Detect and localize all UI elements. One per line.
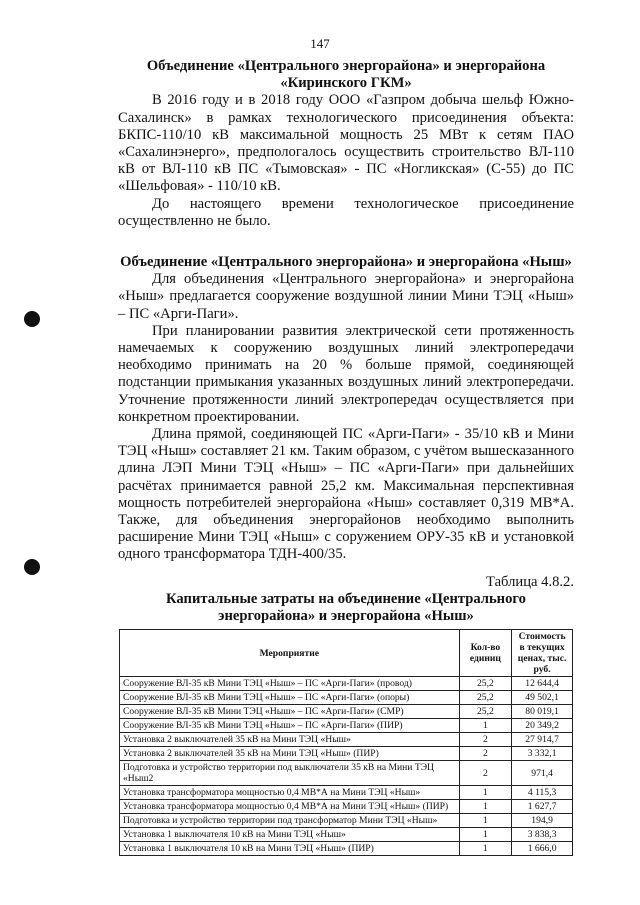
- table-row: [120, 705, 573, 719]
- cost-cell: 971,4: [512, 761, 573, 786]
- paragraph: До настоящего времени технологическое присоединение осуществленно не было.: [118, 195, 574, 229]
- column-header-cost: Стоимость в текущих ценах, тыс. руб.: [512, 630, 573, 677]
- measure-cell: Подготовка и устройство территории под трансформатор Мини ТЭЦ «Ныш»: [120, 814, 460, 828]
- table-row: [120, 828, 573, 842]
- quantity-cell: 1: [459, 800, 512, 814]
- table-row: [120, 719, 573, 733]
- quantity-cell: 1: [459, 719, 512, 733]
- table-row: [120, 786, 573, 800]
- cost-cell: 3 332,1: [512, 747, 573, 761]
- cost-cell: 27 914,7: [512, 733, 573, 747]
- paragraph: При планировании развития электрической сети протяженность намечаемых к сооружению воздушных линий электропередачи необходимо принимать на 20 % больше прямой, соединяющей подстанции примыкания указанных воздушных линий электропередачи. Уточнение протяженности линий электропередач осуществляется при конкретном проектировании.: [118, 322, 574, 425]
- binder-hole: [24, 311, 40, 327]
- page-content: [118, 58, 574, 856]
- capital-costs-table: [119, 629, 573, 856]
- quantity-cell: 1: [459, 828, 512, 842]
- measure-cell: Сооружение ВЛ-35 кВ Мини ТЭЦ «Ныш» – ПС «Арги-Паги» (провод): [120, 677, 460, 691]
- column-header-quantity: Кол-во единиц: [459, 630, 512, 677]
- table-row: [120, 691, 573, 705]
- cost-cell: 49 502,1: [512, 691, 573, 705]
- measure-cell: Установка 2 выключателей 35 кВ на Мини ТЭЦ «Ныш»: [120, 733, 460, 747]
- quantity-cell: 2: [459, 761, 512, 786]
- table-caption: Таблица 4.8.2.: [486, 573, 574, 590]
- table-title: Капитальные затраты на объединение «Центрального энергорайона» и энергорайона «Ныш»: [166, 590, 526, 625]
- quantity-cell: 1: [459, 786, 512, 800]
- cost-cell: 194,9: [512, 814, 573, 828]
- measure-cell: Установка 2 выключателей 35 кВ на Мини ТЭЦ «Ныш» (ПИР): [120, 747, 460, 761]
- cost-cell: 3 838,3: [512, 828, 573, 842]
- table-row: [120, 677, 573, 691]
- binder-hole: [24, 559, 40, 575]
- quantity-cell: 25,2: [459, 677, 512, 691]
- cost-cell: 1 666,0: [512, 842, 573, 856]
- measure-cell: Установка трансформатора мощностью 0,4 МВ*А на Мини ТЭЦ «Ныш» (ПИР): [120, 800, 460, 814]
- paragraph: Длина прямой, соединяющей ПС «Арги-Паги» - 35/10 кВ и Мини ТЭЦ «Ныш» составляет 21 км. Таким образом, с учётом вышесказанного длина ЛЭП Мини ТЭЦ «Ныш» – ПС «Арги-Паги» при дальнейших расчётах принимается равной 25,2 км. Максимальная перспективная мощность потребителей энергорайона «Ныш» составляет 0,319 МВ*А. Также, для объединения энергорайонов необходимо выполнить расширение Мини ТЭЦ «Ныш» с соружением ОРУ-35 кВ и установкой одного трансформатора ТДН-400/35.: [118, 426, 574, 563]
- page-number: 147: [310, 36, 330, 51]
- paragraph: Для объединения «Центрального энергорайона» и энергорайона «Ныш» предлагается сооружение воздушной линии Мини ТЭЦ «Ныш» – ПС «Арги-Паги».: [118, 271, 574, 322]
- quantity-cell: 2: [459, 733, 512, 747]
- cost-cell: 20 349,2: [512, 719, 573, 733]
- measure-cell: Установка 1 выключателя 10 кВ на Мини ТЭЦ «Ныш»: [120, 828, 460, 842]
- measure-cell: Подготовка и устройство территории под выключатели 35 кВ на Мини ТЭЦ «Ныш2: [120, 761, 460, 786]
- cost-cell: 4 115,3: [512, 786, 573, 800]
- table-row: [120, 761, 573, 786]
- cost-cell: 80 019,1: [512, 705, 573, 719]
- cost-cell: 12 644,4: [512, 677, 573, 691]
- measure-cell: Установка 1 выключателя 10 кВ на Мини ТЭЦ «Ныш» (ПИР): [120, 842, 460, 856]
- quantity-cell: 25,2: [459, 705, 512, 719]
- column-header-measure: Мероприятие: [120, 630, 460, 677]
- section-heading: Объединение «Центрального энергорайона» и энергорайона «Киринского ГКМ»: [146, 58, 546, 92]
- quantity-cell: 1: [459, 842, 512, 856]
- measure-cell: Сооружение ВЛ-35 кВ Мини ТЭЦ «Ныш» – ПС «Арги-Паги» (ПИР): [120, 719, 460, 733]
- paragraph: В 2016 году и в 2018 году ООО «Газпром добыча шельф Южно-Сахалинск» в рамках технологического присоединения объекта: БКПС-110/10 кВ максимальной мощность 25 МВт к сетям ПАО «Сахалинэнерго», предпологалось осуществить строительство ВЛ-110 кВ от ВЛ-110 кВ ПС «Тымовская» - ПС «Ногликская» (С-55) до ПС «Шельфовая» - 110/10 кВ.: [118, 92, 574, 195]
- section-gap: [118, 230, 574, 254]
- table-row: [120, 814, 573, 828]
- section-heading: Объединение «Центрального энергорайона» и энергорайона «Ныш»: [120, 254, 572, 271]
- table-header-row: [120, 630, 573, 677]
- measure-cell: Сооружение ВЛ-35 кВ Мини ТЭЦ «Ныш» – ПС «Арги-Паги» (опоры): [120, 691, 460, 705]
- table-row: [120, 747, 573, 761]
- cost-cell: 1 627,7: [512, 800, 573, 814]
- table-row: [120, 733, 573, 747]
- measure-cell: Установка трансформатора мощностью 0,4 МВ*А на Мини ТЭЦ «Ныш»: [120, 786, 460, 800]
- measure-cell: Сооружение ВЛ-35 кВ Мини ТЭЦ «Ныш» – ПС «Арги-Паги» (СМР): [120, 705, 460, 719]
- quantity-cell: 1: [459, 814, 512, 828]
- table-row: [120, 842, 573, 856]
- quantity-cell: 2: [459, 747, 512, 761]
- quantity-cell: 25,2: [459, 691, 512, 705]
- table-row: [120, 800, 573, 814]
